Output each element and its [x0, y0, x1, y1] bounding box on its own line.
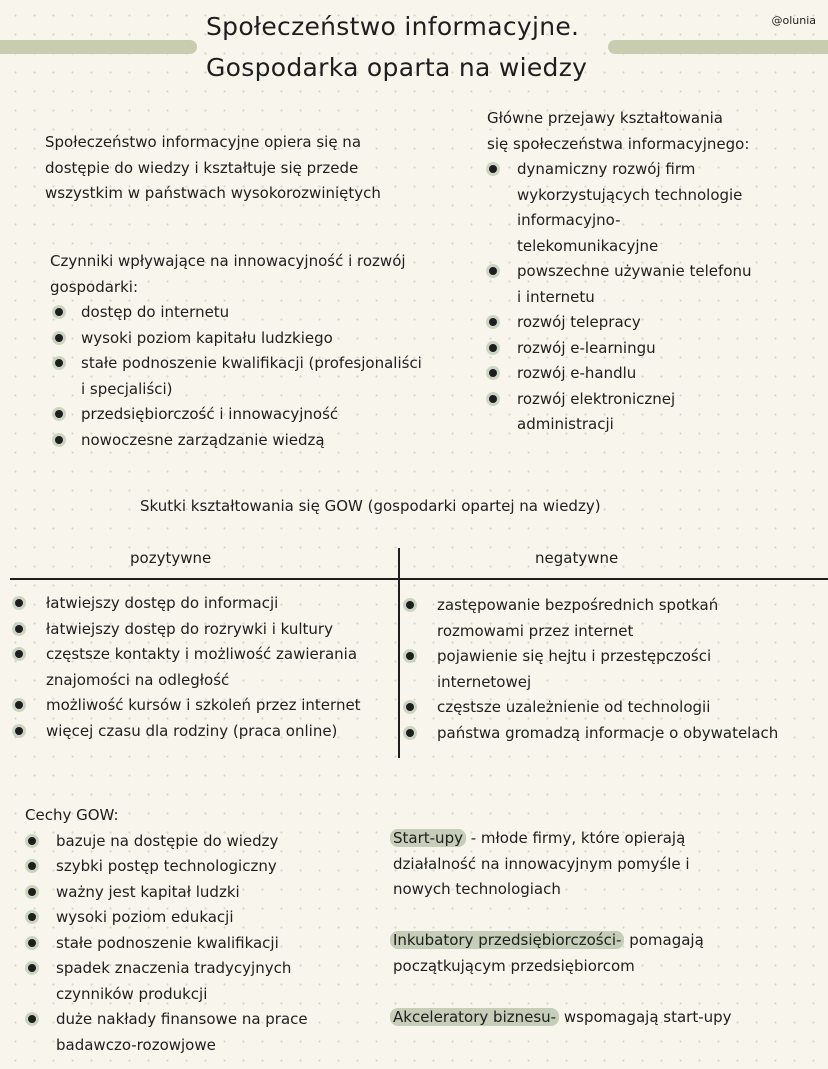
text-line: ważny jest kapitał ludzki [56, 882, 240, 901]
text-line: przedsiębiorczość i innowacyjność [81, 405, 339, 423]
bullet-icon [28, 862, 36, 870]
bullet-icon [489, 267, 497, 275]
bullet-icon [55, 308, 63, 316]
list-item [56, 829, 308, 855]
bullet-icon [28, 888, 36, 896]
manifestations-section [487, 106, 752, 438]
bullet-icon [55, 334, 63, 342]
text-line: wykorzystujących technologie [517, 185, 743, 204]
text-line: internetowej [437, 672, 532, 691]
definition [393, 826, 732, 903]
list-item [517, 259, 752, 310]
bullet-icon [55, 359, 63, 367]
text-line: znajomości na odległość [46, 670, 230, 689]
text-line: Główne przejawy kształtowania [487, 109, 723, 127]
bullet-icon [406, 729, 414, 737]
positive-label: pozytywne [130, 549, 212, 567]
list-item [517, 157, 752, 259]
list-item [437, 644, 778, 695]
list-item [81, 300, 422, 326]
text-line: dynamiczny rozwój firm [517, 160, 696, 178]
bullet-icon [28, 964, 36, 972]
text-line: wysoki poziom edukacji [56, 908, 234, 926]
text-line: więcej czasu dla rodziny (praca online) [46, 721, 338, 740]
text-line: rozwój e-handlu [517, 364, 637, 382]
list-item [437, 593, 778, 644]
text-line: państwa gromadzą informacje o obywatelach [437, 723, 779, 742]
text-line: pojawienie się hejtu i przestępczości [437, 647, 712, 665]
manifestations-list [517, 157, 752, 438]
bullet-icon [15, 625, 23, 633]
list-item [56, 905, 308, 931]
factors-heading [50, 249, 422, 300]
bullet-icon [489, 344, 497, 352]
list-item [517, 310, 752, 336]
text-line: informacyjno- [517, 211, 621, 229]
text-line: wysoki poziom kapitału ludzkiego [81, 328, 333, 347]
text-line: zastępowanie bezpośrednich spotkań [437, 596, 719, 614]
text-line: się społeczeństwa informacyjnego: [487, 134, 750, 153]
list-item [437, 721, 778, 747]
definition-text: nowych technologiach [393, 880, 561, 898]
decor-bar-right [608, 40, 828, 54]
table-divider-horizontal [10, 578, 828, 580]
features-list [56, 829, 308, 1059]
text-line: nowoczesne zarządzanie wiedzą [81, 430, 325, 449]
list-item [56, 931, 308, 957]
list-item [56, 956, 308, 1007]
text-line: częstsze uzależnienie od technologii [437, 698, 711, 716]
text-line: spadek znaczenia tradycyjnych [56, 959, 292, 977]
page-title [206, 6, 587, 88]
bullet-icon [489, 369, 497, 377]
bullet-icon [28, 1015, 36, 1023]
bullet-icon [28, 913, 36, 921]
positive-effects-list [46, 591, 361, 744]
text-line: czynników produkcji [56, 984, 208, 1003]
text-line: badawczo-rozowjowe [56, 1035, 216, 1054]
list-item [81, 402, 422, 428]
definition-text: początkującym przedsiębiorcom [393, 956, 635, 975]
definition [393, 1005, 732, 1031]
text-line: gospodarki: [50, 277, 139, 296]
list-item [517, 336, 752, 362]
author-handle: @olunia [771, 14, 816, 27]
text-line: Społeczeństwo informacyjne opiera się na [45, 133, 362, 151]
factors-list [81, 300, 422, 453]
bullet-icon [55, 410, 63, 418]
text-line: i specjaliści) [81, 379, 173, 398]
definitions [393, 826, 732, 1056]
bullet-icon [15, 599, 23, 607]
factors-section [50, 249, 422, 453]
definition-text: - młode firmy, które opierają [465, 829, 686, 847]
bullet-icon [489, 318, 497, 326]
definition [393, 928, 732, 979]
text-line: dostępie do wiedzy i kształtuje się przede [45, 158, 359, 177]
text-line: administracji [517, 415, 614, 433]
list-item [46, 642, 361, 693]
text-line: Czynniki wpływające na innowacyjność i rozwój [50, 252, 406, 270]
title-line: Gospodarka oparta na wiedzy [206, 53, 588, 82]
list-item [56, 854, 308, 880]
list-item [46, 591, 361, 617]
bullet-icon [15, 650, 23, 658]
text-line: możliwość kursów i szkoleń przez internet [46, 696, 361, 714]
text-line: i internetu [517, 287, 595, 306]
title-line: Społeczeństwo informacyjne. [206, 12, 580, 41]
negative-effects-list [437, 593, 778, 746]
text-line: bazuje na dostępie do wiedzy [56, 831, 279, 850]
list-item [517, 387, 752, 438]
list-item [46, 693, 361, 719]
text-line: telekomunikacyjne [517, 236, 659, 255]
text-line: dostęp do internetu [81, 303, 230, 321]
bullet-icon [406, 601, 414, 609]
list-item [517, 361, 752, 387]
negative-label: negatywne [535, 549, 619, 567]
text-line: duże nakłady finansowe na prace [56, 1010, 308, 1028]
bullet-icon [406, 703, 414, 711]
definition-text: pomagają [624, 931, 704, 949]
list-item [46, 719, 361, 745]
bullet-icon [15, 701, 23, 709]
bullet-icon [55, 436, 63, 444]
features-heading: Cechy GOW: [25, 806, 119, 824]
effects-heading: Skutki kształtowania się GOW (gospodarki opartej na wiedzy) [140, 497, 601, 515]
list-item [81, 326, 422, 352]
list-item [56, 880, 308, 906]
list-item [81, 351, 422, 402]
text-line: częstsze kontakty i możliwość zawierania [46, 645, 358, 663]
list-item [46, 617, 361, 643]
text-line: szybki postęp technologiczny [56, 857, 277, 875]
text-line: łatwiejszy dostęp do informacji [46, 594, 279, 612]
text-line: wszystkim w państwach wysokorozwiniętych [45, 184, 381, 202]
definition-text: działalność na innowacyjnym pomyśle i [393, 854, 690, 873]
text-line: rozwój elektronicznej [517, 389, 676, 408]
manifestations-heading [487, 106, 752, 157]
definition-term: Start-upy [390, 829, 466, 847]
bullet-icon [28, 837, 36, 845]
definition-term: Inkubatory przedsiębiorczości- [390, 931, 624, 949]
list-item [437, 695, 778, 721]
features-section [25, 803, 308, 1058]
text-line: stałe podnoszenie kwalifikacji (profesjonaliści [81, 354, 422, 372]
bullet-icon [489, 395, 497, 403]
decor-bar-left [0, 40, 197, 54]
text-line: rozmowami przez internet [437, 621, 634, 640]
definition-text: wspomagają start-upy [559, 1007, 732, 1026]
text-line: stałe podnoszenie kwalifikacji [56, 933, 279, 952]
list-item [56, 1007, 308, 1058]
definition-term: Akceleratory biznesu- [390, 1008, 559, 1026]
table-divider-vertical [398, 548, 400, 758]
bullet-icon [489, 165, 497, 173]
list-item [81, 428, 422, 454]
intro-paragraph [45, 130, 381, 207]
bullet-icon [406, 652, 414, 660]
bullet-icon [15, 727, 23, 735]
text-line: powszechne używanie telefonu [517, 262, 752, 280]
bullet-icon [28, 939, 36, 947]
text-line: rozwój telepracy [517, 313, 641, 331]
text-line: łatwiejszy dostęp do rozrywki i kultury [46, 619, 333, 638]
text-line: rozwój e-learningu [517, 338, 656, 357]
